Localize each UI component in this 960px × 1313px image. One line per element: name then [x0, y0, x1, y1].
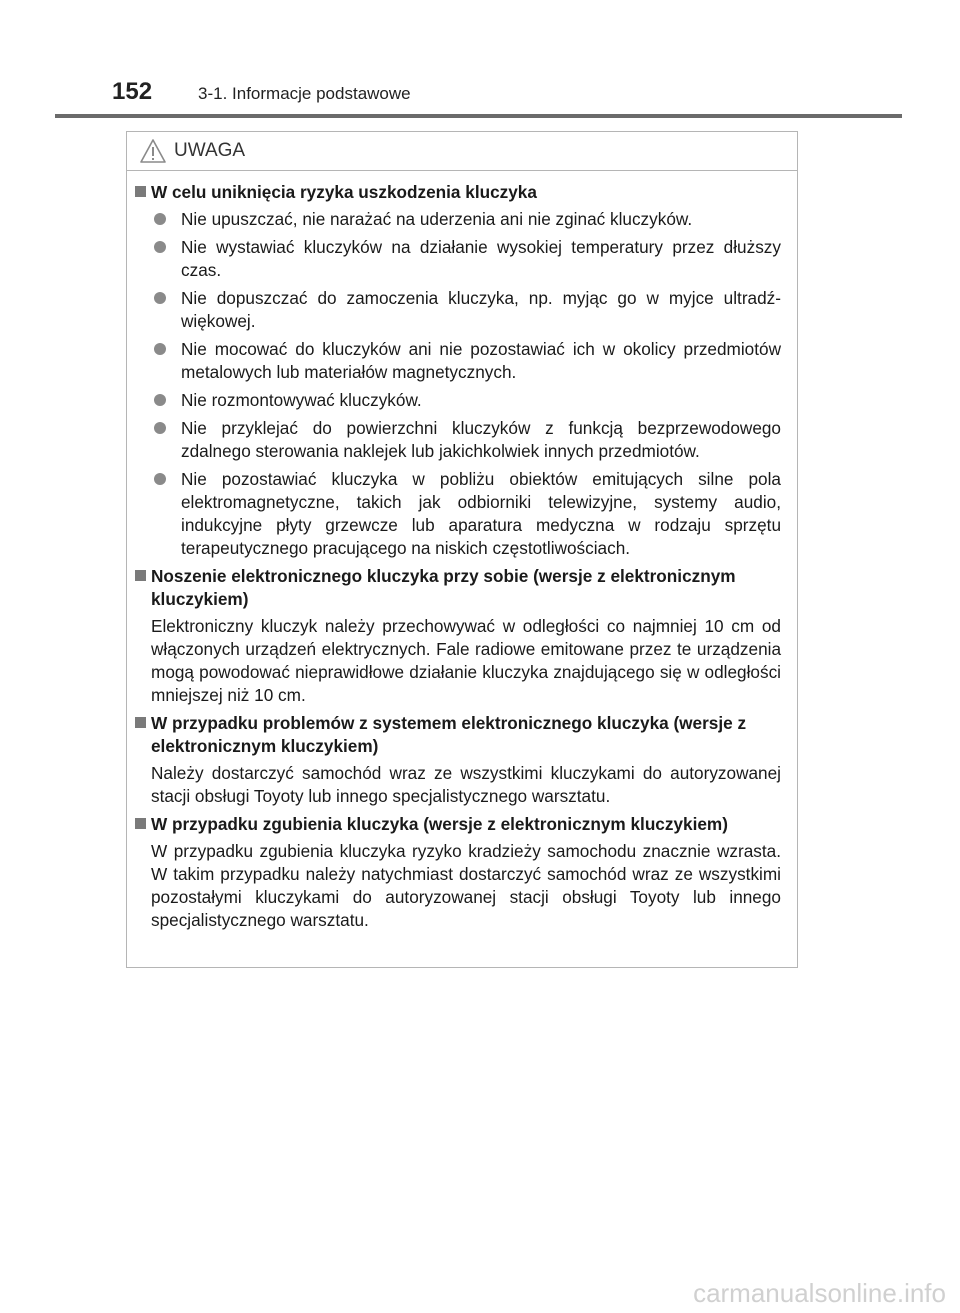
paragraph: Elektroniczny kluczyk należy przechowywać w odległości co najmniej 10 cm od włączonych urządzeń elektrycznych. Fale radiowe emitowane przez te urządzenia mogą powodować nieprawidłowe działanie kluczyka znajdującego się w odległości mniejszej niż 10 cm. [151, 616, 781, 705]
sub-heading: W przypadku problemów z systemem elektronicznego kluczyka (wersje z elektronicznym kluczykiem) [135, 712, 781, 758]
sub-heading: Noszenie elektronicznego kluczyka przy sobie (wersje z elektronicznym kluczykiem) [135, 565, 781, 611]
list-item: Nie mocować do kluczyków ani nie pozostawiać ich w okolicy przedmiotów metalowych lub materiałów magnetycznych. [153, 338, 781, 384]
watermark: carmanualsonline.info [693, 1278, 946, 1308]
circle-bullet-icon [153, 236, 181, 282]
square-bullet-icon [135, 181, 151, 204]
subsection-damage [135, 181, 781, 560]
subsection-lost-key [135, 813, 781, 932]
circle-bullet-icon [153, 389, 181, 412]
sub-heading: W przypadku zgubienia kluczyka (wersje z elektronicznym kluczykiem) [135, 813, 781, 836]
list-item: Nie upuszczać, nie narażać na uderzenia ani nie zginać kluczyków. [153, 208, 781, 231]
warning-body [127, 171, 797, 932]
circle-bullet-icon [153, 287, 181, 333]
sub-heading: W celu uniknięcia ryzyka uszkodzenia kluczyka [135, 181, 781, 204]
paragraph: W przypadku zgubienia kluczyka ryzyko kradzieży samochodu znacznie wzrasta. W takim przypadku należy natychmiast dostarczyć samochód wraz ze wszystkimi pozostałymi kluczykami do autoryzowanej stacji obsługi Toyoty lub innego specjalistycznego warsztatu. [151, 841, 781, 930]
circle-bullet-icon [153, 338, 181, 384]
circle-bullet-icon [153, 468, 181, 560]
square-bullet-icon [135, 565, 151, 611]
warning-box [126, 131, 798, 968]
list-item: Nie dopuszczać do zamoczenia kluczyka, np. myjąc go w myjce ultradźwiękowej. [153, 287, 781, 333]
section-title: 3-1. Informacje podstawowe [198, 84, 411, 103]
warning-triangle-icon [139, 138, 167, 164]
warning-header [127, 132, 797, 171]
square-bullet-icon [135, 813, 151, 836]
circle-bullet-icon [153, 208, 181, 231]
page-number: 152 [112, 78, 153, 105]
subsection-carrying-key [135, 565, 781, 707]
square-bullet-icon [135, 712, 151, 758]
warning-title: UWAGA [174, 140, 246, 161]
list-item: Nie przyklejać do powierzchni kluczyków z funkcją bezprzewodowego zdalnego sterowania naklejek lub jakichkolwiek innych przedmiotów. [153, 417, 781, 463]
page-header [55, 78, 902, 118]
list-item: Nie wystawiać kluczyków na działanie wysokiej temperatury przez dłuższy czas. [153, 236, 781, 282]
circle-bullet-icon [153, 417, 181, 463]
list-item: Nie pozostawiać kluczyka w pobliżu obiektów emitujących silne pola elektromagnetyczne, takich jak odbiorniki telewizyjne, systemy audio, indukcyjne płyty grzewcze lub aparatura medyczna w rodzaju sprzętu terapeutycznego pracującego na niskich częstotliwościach. [153, 468, 781, 560]
paragraph: Należy dostarczyć samochód wraz ze wszystkimi kluczykami do autoryzowanej stacji obsługi Toyoty lub innego specjalistycznego warsztatu. [151, 763, 781, 806]
subsection-system-problems [135, 712, 781, 808]
list-item: Nie rozmontowywać kluczyków. [153, 389, 781, 412]
